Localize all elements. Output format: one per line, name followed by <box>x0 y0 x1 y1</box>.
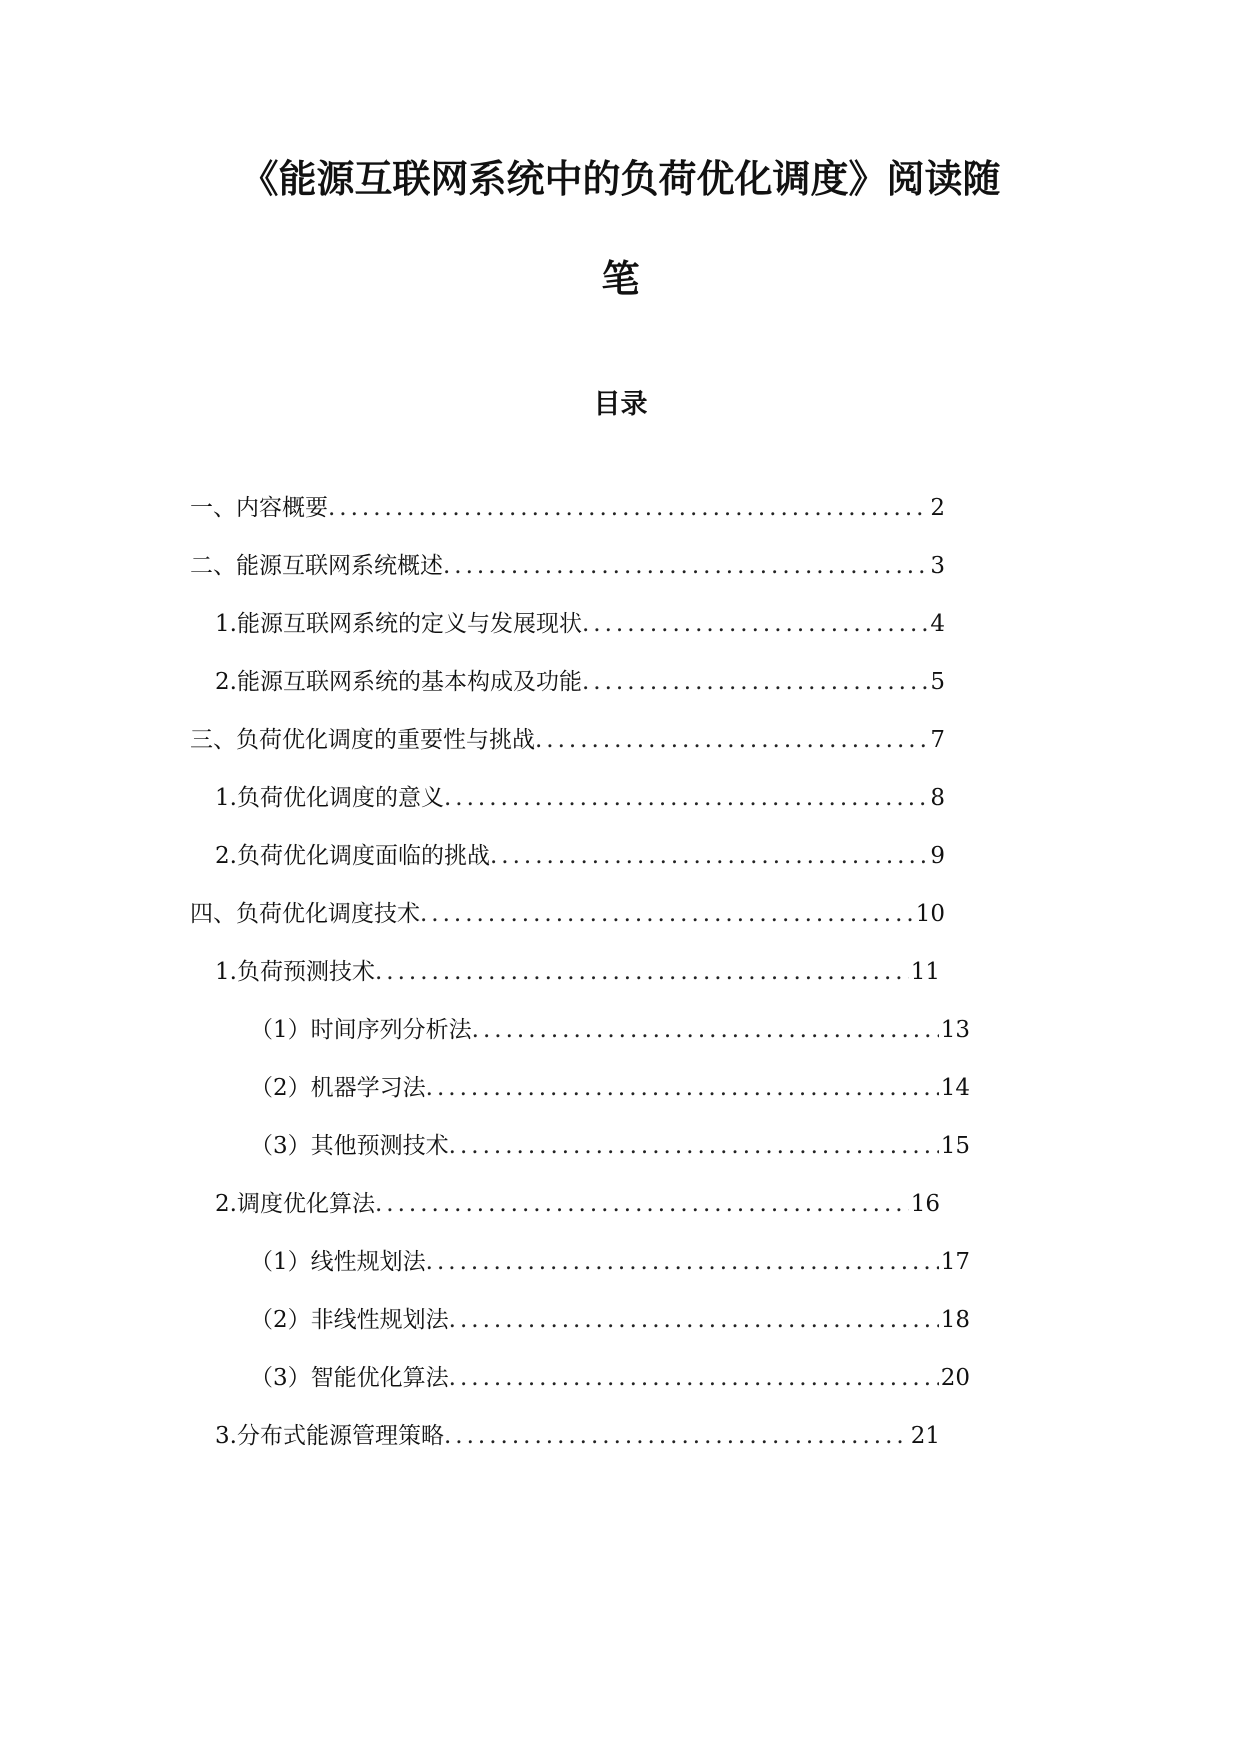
toc-entry-label: （2）机器学习法 <box>250 1075 426 1101</box>
toc-entry-level-2[interactable] <box>215 778 945 818</box>
toc-entry-page: 9 <box>930 843 945 869</box>
toc-entry-number: 3. <box>215 1423 237 1449</box>
toc-entry-page: 5 <box>930 669 945 695</box>
toc-entry-page: 4 <box>930 611 945 637</box>
toc-entry-level-3[interactable] <box>250 1068 970 1108</box>
toc-entry-label: 负荷优化调度面临的挑战 <box>236 843 490 869</box>
toc-entry-label: 三、负荷优化调度的重要性与挑战 <box>190 727 535 753</box>
toc-entry-level-2[interactable] <box>215 1416 940 1456</box>
toc-leader-dots <box>426 1068 939 1108</box>
toc-leader-dots <box>472 1010 939 1050</box>
toc-entry-level-3[interactable] <box>250 1242 970 1282</box>
toc-leader-dots <box>420 894 914 934</box>
toc-entry-level-2[interactable] <box>215 836 945 876</box>
toc-heading: 目录 <box>593 389 648 420</box>
toc-leader-dots <box>443 546 928 586</box>
toc-entry-label: （1）线性规划法 <box>250 1249 426 1275</box>
toc-entry-page: 8 <box>930 785 945 811</box>
toc-leader-dots <box>426 1242 939 1282</box>
toc-entry-page: 10 <box>915 901 945 927</box>
toc-entry-number: 1. <box>215 785 237 811</box>
toc-entry-label: 二、能源互联网系统概述 <box>190 553 443 579</box>
toc-entry-page: 15 <box>940 1133 970 1159</box>
toc-entry-number: 2. <box>215 1191 237 1217</box>
toc-entry-number: 2. <box>215 669 237 695</box>
toc-entry-number: 1. <box>215 611 237 637</box>
toc-leader-dots <box>375 1184 909 1224</box>
toc-entry-label: （1）时间序列分析法 <box>250 1017 472 1043</box>
toc-leader-dots <box>449 1300 939 1340</box>
toc-entry-level-2[interactable] <box>215 1184 940 1224</box>
toc-entry-page: 13 <box>940 1017 970 1043</box>
toc-entry-label: 负荷预测技术 <box>236 959 375 985</box>
toc-leader-dots <box>582 604 928 644</box>
toc-entry-label: 一、内容概要 <box>190 495 328 521</box>
document-title-line-1: 《能源互联网系统中的负荷优化调度》阅读随 <box>240 157 1001 201</box>
toc-leader-dots <box>535 720 928 760</box>
toc-entry-level-2[interactable] <box>215 604 945 644</box>
toc-entry-level-3[interactable] <box>250 1358 970 1398</box>
toc-entry-page: 11 <box>910 959 940 985</box>
toc-leader-dots <box>449 1126 939 1166</box>
toc-entry-page: 3 <box>930 553 945 579</box>
toc-entry-label: 能源互联网系统的基本构成及功能 <box>236 669 582 695</box>
toc-entry-page: 7 <box>930 727 945 753</box>
toc-entry-level-3[interactable] <box>250 1010 970 1050</box>
toc-entry-label: 负荷优化调度的意义 <box>236 785 444 811</box>
toc-entry-level-1[interactable] <box>190 488 945 528</box>
toc-entry-level-1[interactable] <box>190 546 945 586</box>
toc-entry-page: 18 <box>940 1307 970 1333</box>
toc-entry-level-3[interactable] <box>250 1126 970 1166</box>
toc-leader-dots <box>375 952 909 992</box>
toc-entry-label: 分布式能源管理策略 <box>236 1423 444 1449</box>
toc-entry-page: 21 <box>910 1423 940 1449</box>
toc-leader-dots <box>444 1416 909 1456</box>
toc-entry-label: （2）非线性规划法 <box>250 1307 449 1333</box>
toc-entry-label: 四、负荷优化调度技术 <box>190 901 420 927</box>
toc-entry-level-2[interactable] <box>215 662 945 702</box>
toc-entry-page: 17 <box>940 1249 970 1275</box>
toc-entry-number: 2. <box>215 843 237 869</box>
toc-leader-dots <box>490 836 928 876</box>
toc-entry-label: （3）其他预测技术 <box>250 1133 449 1159</box>
toc-entry-level-2[interactable] <box>215 952 940 992</box>
toc-entry-page: 16 <box>910 1191 940 1217</box>
toc-leader-dots <box>582 662 928 702</box>
toc-entry-label: （3）智能优化算法 <box>250 1365 449 1391</box>
toc-leader-dots <box>449 1358 939 1398</box>
toc-entry-page: 20 <box>940 1365 970 1391</box>
toc-entry-page: 2 <box>930 495 945 521</box>
toc-entry-page: 14 <box>940 1075 970 1101</box>
toc-entry-level-1[interactable] <box>190 720 945 760</box>
document-title-line-2: 笔 <box>601 257 640 301</box>
toc-entry-level-3[interactable] <box>250 1300 970 1340</box>
toc-leader-dots <box>328 488 928 528</box>
toc-leader-dots <box>444 778 928 818</box>
toc-entry-number: 1. <box>215 959 237 985</box>
toc-entry-label: 调度优化算法 <box>236 1191 375 1217</box>
toc-entry-label: 能源互联网系统的定义与发展现状 <box>236 611 582 637</box>
toc-entry-level-1[interactable] <box>190 894 945 934</box>
